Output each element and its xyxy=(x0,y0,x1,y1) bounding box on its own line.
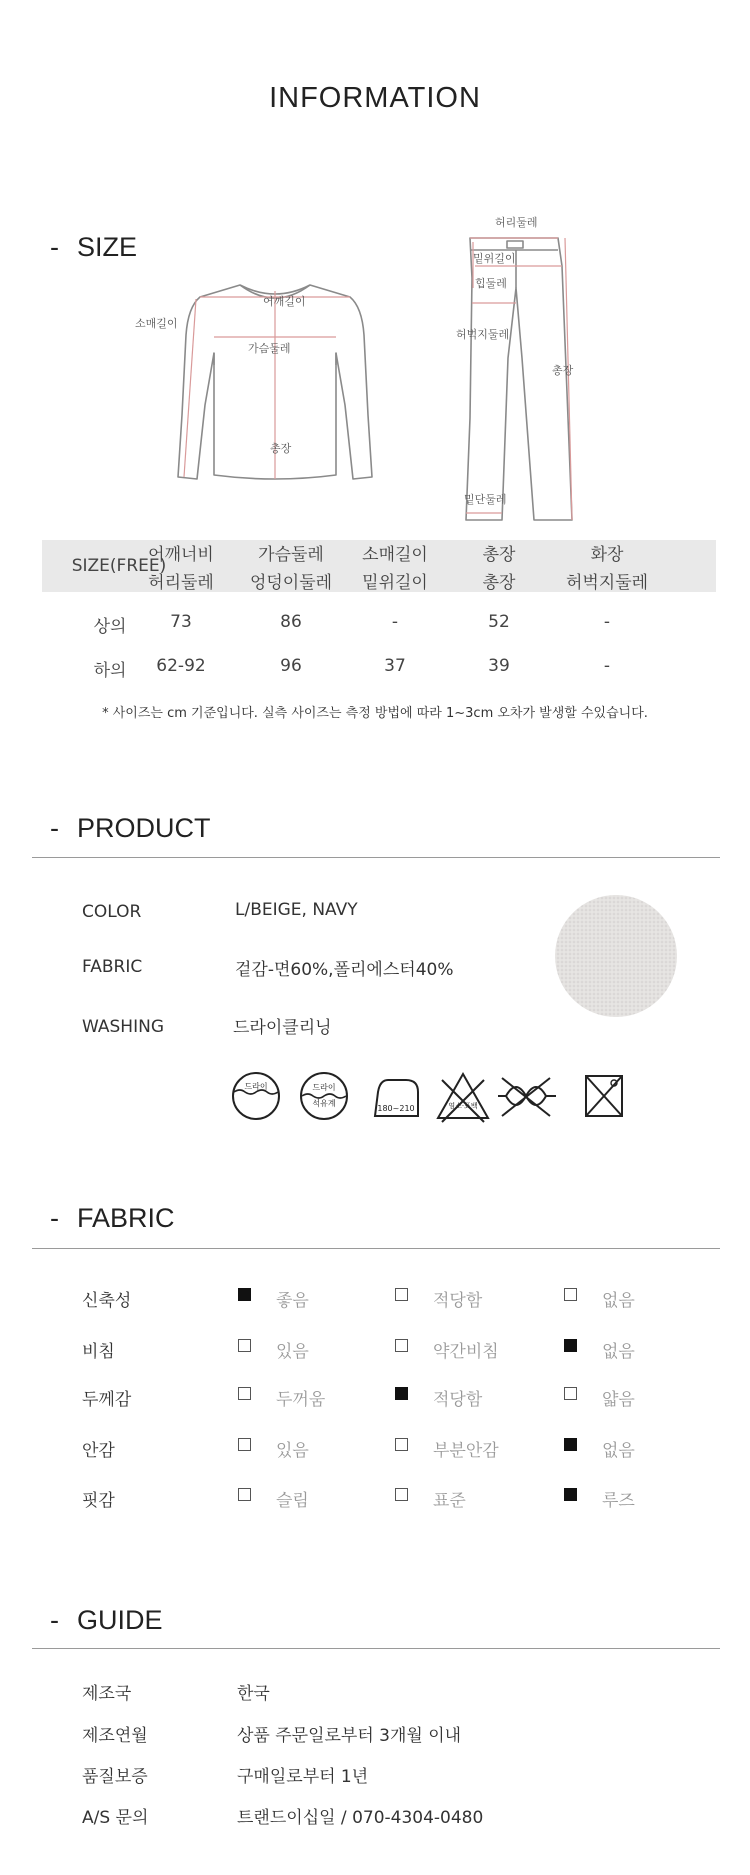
size-row-label: 상의 xyxy=(93,617,127,637)
fabric-checkbox xyxy=(395,1387,408,1400)
fabric-option-label: 슬림 xyxy=(276,1491,309,1511)
size-section-title: - SIZE xyxy=(50,232,138,262)
size-header-top-3: 총장 xyxy=(482,545,516,565)
size-header-bottom-3: 총장 xyxy=(482,573,516,593)
guide-label: 제조연월 xyxy=(82,1726,148,1746)
size-cell: 37 xyxy=(384,656,406,676)
no-tumble-dry-icon xyxy=(586,1076,622,1116)
fabric-option-label: 적당함 xyxy=(433,1390,483,1410)
dry-clean-text: 드라이 xyxy=(244,1082,268,1091)
size-cell: 73 xyxy=(170,612,192,632)
shoulder-label: 어깨길이 xyxy=(263,295,306,308)
guide-value: 한국 xyxy=(237,1684,270,1704)
size-cell: - xyxy=(603,612,611,632)
fabric-option-label: 있음 xyxy=(276,1342,309,1362)
size-note: * 사이즈는 cm 기준입니다. 실측 사이즈는 측정 방법에 따라 1~3cm 오차가 발생할 수있습니다. xyxy=(102,706,648,721)
washing-label: WASHING xyxy=(82,1017,164,1037)
care-icons xyxy=(230,1068,630,1124)
guide-label: A/S 문의 xyxy=(82,1808,149,1828)
fabric-option-label: 루즈 xyxy=(602,1491,635,1511)
page-title: INFORMATION xyxy=(269,82,481,114)
waist-label: 허리둘레 xyxy=(495,216,538,229)
no-bleach-text: 염소·표백 xyxy=(448,1102,478,1110)
hip-label: 힙둘레 xyxy=(475,277,507,290)
fabric-option-label: 없음 xyxy=(602,1291,635,1311)
fabric-checkbox xyxy=(564,1387,577,1400)
size-header-top-2: 소매길이 xyxy=(362,545,428,565)
size-header-bottom-1: 엉덩이둘레 xyxy=(249,573,333,593)
guide-title-text: GUIDE xyxy=(77,1605,163,1635)
size-cell: 86 xyxy=(280,612,302,632)
size-header-top-4: 화장 xyxy=(590,545,624,565)
dry-clean-petroleum-icon xyxy=(301,1073,347,1119)
pants-length-label: 총장 xyxy=(552,364,574,377)
fabric-option-label: 얇음 xyxy=(602,1390,635,1410)
size-cell: - xyxy=(603,656,611,676)
dry-clean-icon xyxy=(233,1073,279,1119)
size-row-label: 하의 xyxy=(93,661,127,681)
fabric-option-label: 부분안감 xyxy=(433,1441,499,1461)
fabric-option-label: 좋음 xyxy=(276,1291,309,1311)
fabric-option-label: 없음 xyxy=(602,1342,635,1362)
guide-value: 트랜드이십일 / 070-4304-0480 xyxy=(237,1808,484,1828)
size-label: SIZE(FREE) xyxy=(71,556,167,576)
guide-section-title: - GUIDE xyxy=(50,1605,163,1635)
fabric-option-label: 없음 xyxy=(602,1441,635,1461)
size-header-bottom-0: 허리둘레 xyxy=(148,573,214,593)
fabric-option-label: 있음 xyxy=(276,1441,309,1461)
fabric-label: FABRIC xyxy=(82,957,143,977)
dry-clean-petroleum-text2: 석유계 xyxy=(312,1099,336,1108)
fabric-row-label: 핏감 xyxy=(82,1491,115,1511)
fabric-option-label: 표준 xyxy=(433,1491,466,1511)
fabric-section-title: - FABRIC xyxy=(50,1203,175,1233)
fabric-title-text: FABRIC xyxy=(77,1203,175,1233)
fabric-checkbox xyxy=(564,1339,577,1352)
iron-temp-text: 180~210 xyxy=(377,1104,415,1113)
fabric-checkbox xyxy=(238,1438,251,1451)
guide-label: 품질보증 xyxy=(82,1767,148,1787)
washing-value: 드라이클리닝 xyxy=(233,1018,332,1038)
belt-buckle xyxy=(507,241,523,248)
rise-label: 밑위길이 xyxy=(473,252,516,265)
color-value: L/BEIGE, NAVY xyxy=(235,900,358,920)
fabric-checkbox xyxy=(238,1288,251,1301)
guide-value: 상품 주문일로부터 3개월 이내 xyxy=(237,1726,462,1746)
size-cell: 39 xyxy=(488,656,510,676)
fabric-checkbox xyxy=(238,1387,251,1400)
fabric-checkbox xyxy=(395,1488,408,1501)
no-bleach-icon xyxy=(438,1074,488,1122)
guide-value: 구매일로부터 1년 xyxy=(237,1767,369,1787)
hem-label: 밑단둘레 xyxy=(464,493,507,506)
size-header-bottom-2: 밑위길이 xyxy=(362,573,428,593)
size-cell: 96 xyxy=(280,656,302,676)
top-size-diagram xyxy=(135,265,380,490)
product-title-text: PRODUCT xyxy=(77,813,211,843)
fabric-checkbox xyxy=(395,1288,408,1301)
size-header-top-1: 가슴둘레 xyxy=(258,545,324,565)
guide-label: 제조국 xyxy=(82,1684,132,1704)
fabric-option-label: 두꺼움 xyxy=(276,1390,326,1410)
bottom-size-diagram xyxy=(430,208,610,528)
size-cell: 52 xyxy=(488,612,510,632)
fabric-checkbox xyxy=(564,1288,577,1301)
fabric-value: 겉감-면60%,폴리에스터40% xyxy=(235,960,454,980)
product-section-title: - PRODUCT xyxy=(50,813,211,843)
size-cell: - xyxy=(391,612,399,632)
thigh-label: 허벅지둘레 xyxy=(456,328,510,341)
top-length-label: 총장 xyxy=(270,442,292,455)
guide-divider xyxy=(32,1648,720,1649)
chest-label: 가슴둘레 xyxy=(248,342,291,355)
fabric-option-label: 약간비침 xyxy=(433,1342,499,1362)
fabric-row-label: 신축성 xyxy=(82,1291,132,1311)
fabric-checkbox xyxy=(238,1488,251,1501)
fabric-row-label: 비침 xyxy=(82,1342,115,1362)
fabric-swatch xyxy=(553,893,679,1019)
fabric-checkbox xyxy=(564,1438,577,1451)
fabric-checkbox xyxy=(238,1339,251,1352)
fabric-checkbox xyxy=(564,1488,577,1501)
fabric-option-label: 적당함 xyxy=(433,1291,483,1311)
size-header-top-0: 어깨너비 xyxy=(148,545,214,565)
product-divider xyxy=(32,857,720,858)
fabric-row-label: 안감 xyxy=(82,1441,115,1461)
fabric-divider xyxy=(32,1248,720,1249)
no-wring-icon xyxy=(498,1078,556,1116)
dry-clean-petroleum-text1: 드라이 xyxy=(312,1083,336,1092)
size-header-bottom-4: 허벅지둘레 xyxy=(565,573,649,593)
size-cell: 62-92 xyxy=(156,656,206,676)
color-label: COLOR xyxy=(82,902,142,922)
size-title-text: SIZE xyxy=(77,232,138,262)
fabric-checkbox xyxy=(395,1438,408,1451)
fabric-checkbox xyxy=(395,1339,408,1352)
sleeve-measure-line xyxy=(184,299,196,477)
sleeve-label: 소매길이 xyxy=(135,317,178,330)
fabric-row-label: 두께감 xyxy=(82,1390,132,1410)
